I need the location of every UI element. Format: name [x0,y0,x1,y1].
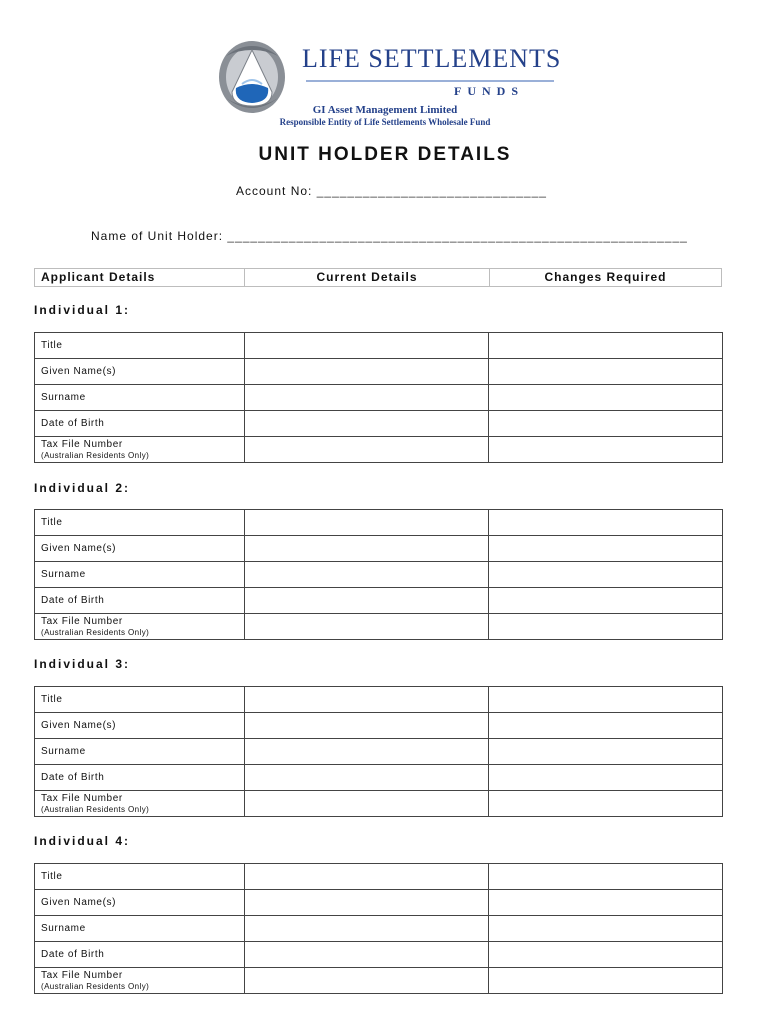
field-label: Title [41,517,63,528]
field-label-cell [35,536,245,562]
table-row [35,359,723,385]
table-row [35,968,723,994]
field-label: Given Name(s) [41,543,117,554]
brand-subtitle: FUNDS [454,84,525,98]
changes-required-cell[interactable] [489,437,723,463]
field-label: Tax File Number [41,439,123,450]
table-row [35,713,723,739]
field-note: (Australian Residents Only) [41,805,150,814]
changes-required-cell[interactable] [489,614,723,640]
field-label: Given Name(s) [41,366,117,377]
current-details-cell[interactable] [245,890,489,916]
field-label-cell [35,588,245,614]
table-row [35,536,723,562]
field-label-cell [35,916,245,942]
field-label: Title [41,694,63,705]
table-row [35,562,723,588]
field-label: Title [41,871,63,882]
column-header-changes: Changes Required [544,270,667,284]
current-details-cell[interactable] [245,437,489,463]
field-label-cell [35,765,245,791]
table-row [35,791,723,817]
changes-required-cell[interactable] [489,562,723,588]
field-label: Date of Birth [41,595,105,606]
field-label-cell [35,942,245,968]
unit-holder-name-blank[interactable]: ____________________________________________________________ [227,229,688,243]
changes-required-cell[interactable] [489,359,723,385]
field-note: (Australian Residents Only) [41,451,150,460]
field-label: Tax File Number [41,970,123,981]
current-details-cell[interactable] [245,916,489,942]
current-details-cell[interactable] [245,791,489,817]
column-header-current: Current Details [245,269,490,286]
individual-details-table [34,332,723,463]
section-title: Individual 2: [34,481,131,495]
field-label-cell [35,385,245,411]
organisation-subtitle: Responsible Entity of Life Settlements Wholesale Fund [279,117,491,127]
changes-required-cell[interactable] [489,791,723,817]
table-row [35,739,723,765]
individual-details-table [34,686,723,817]
changes-required-cell[interactable] [489,536,723,562]
brand-name: LIFE SETTLEMENTS [302,44,562,73]
column-header-applicant: Applicant Details [35,269,245,286]
table-row [35,411,723,437]
current-details-cell[interactable] [245,968,489,994]
changes-required-cell[interactable] [489,942,723,968]
field-note: (Australian Residents Only) [41,982,150,991]
field-label-cell [35,713,245,739]
changes-required-cell[interactable] [489,713,723,739]
current-details-cell[interactable] [245,739,489,765]
unit-holder-name-label: Name of Unit Holder: [91,229,224,243]
field-label-cell [35,614,245,640]
field-label-cell [35,510,245,536]
field-label: Date of Birth [41,949,105,960]
column-header-row [34,268,722,287]
field-label: Title [41,340,63,351]
changes-required-cell[interactable] [489,765,723,791]
field-label-cell [35,968,245,994]
field-label-cell [35,687,245,713]
changes-required-cell[interactable] [489,687,723,713]
table-row [35,385,723,411]
field-label-cell [35,437,245,463]
individual-details-table [34,509,723,640]
field-label-cell [35,890,245,916]
organisation-name: GI Asset Management Limited [312,104,458,116]
current-details-cell[interactable] [245,411,489,437]
changes-required-cell[interactable] [489,411,723,437]
current-details-cell[interactable] [245,385,489,411]
current-details-cell[interactable] [245,359,489,385]
table-row [35,588,723,614]
field-label: Tax File Number [41,616,123,627]
table-row [35,687,723,713]
field-label: Surname [41,923,86,934]
field-label: Given Name(s) [41,720,117,731]
table-row [35,765,723,791]
field-label: Surname [41,392,86,403]
section-title: Individual 1: [34,303,131,317]
field-label: Date of Birth [41,772,105,783]
changes-required-cell[interactable] [489,739,723,765]
section-title: Individual 4: [34,834,131,848]
current-details-cell[interactable] [245,588,489,614]
current-details-cell[interactable] [245,713,489,739]
current-details-cell[interactable] [245,562,489,588]
changes-required-cell[interactable] [489,890,723,916]
table-row [35,437,723,463]
field-label-cell [35,359,245,385]
current-details-cell[interactable] [245,333,489,359]
table-row [35,510,723,536]
table-row [35,942,723,968]
current-details-cell[interactable] [245,942,489,968]
changes-required-cell[interactable] [489,968,723,994]
field-label-cell [35,333,245,359]
field-label-cell [35,562,245,588]
table-row [35,916,723,942]
current-details-cell[interactable] [245,614,489,640]
field-label-cell [35,864,245,890]
account-number-blank[interactable]: ______________________________ [316,184,547,198]
field-label-cell [35,411,245,437]
field-label: Surname [41,569,86,580]
current-details-cell[interactable] [245,864,489,890]
field-label-cell [35,739,245,765]
table-row [35,864,723,890]
section-title: Individual 3: [34,657,131,671]
field-label: Surname [41,746,86,757]
field-label: Given Name(s) [41,897,117,908]
account-number-label: Account No: [236,184,313,198]
current-details-cell[interactable] [245,765,489,791]
account-number-field[interactable] [236,184,547,198]
table-row [35,333,723,359]
page-title: UNIT HOLDER DETAILS [258,144,512,165]
field-label: Tax File Number [41,793,123,804]
changes-required-cell[interactable] [489,864,723,890]
current-details-cell[interactable] [245,510,489,536]
table-row [35,890,723,916]
current-details-cell[interactable] [245,536,489,562]
table-row [35,614,723,640]
field-note: (Australian Residents Only) [41,628,150,637]
unit-holder-name-field[interactable] [91,229,688,243]
changes-required-cell[interactable] [489,588,723,614]
changes-required-cell[interactable] [489,385,723,411]
changes-required-cell[interactable] [489,333,723,359]
changes-required-cell[interactable] [489,510,723,536]
brand-divider [306,80,554,82]
field-label-cell [35,791,245,817]
field-label: Date of Birth [41,418,105,429]
changes-required-cell[interactable] [489,916,723,942]
current-details-cell[interactable] [245,687,489,713]
individual-details-table [34,863,723,994]
